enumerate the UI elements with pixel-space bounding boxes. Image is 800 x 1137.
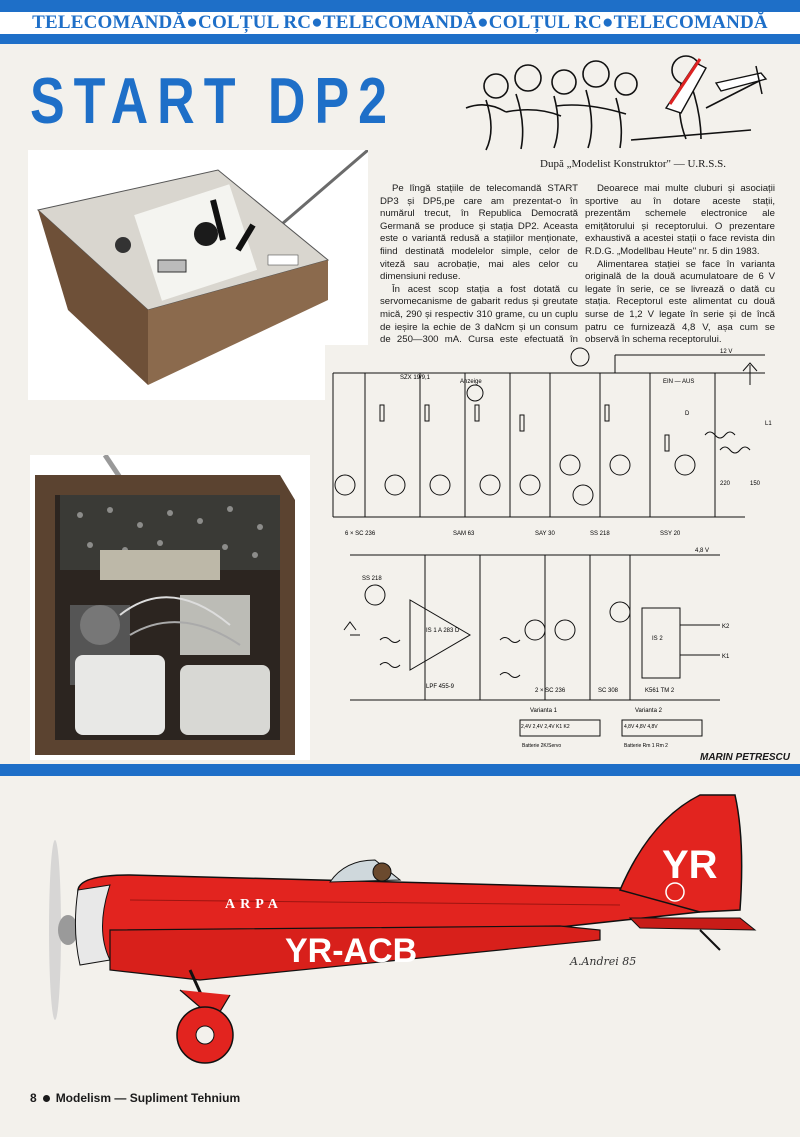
schematic-label: 4,8 V bbox=[695, 548, 710, 554]
wing-registration: YR-ACB bbox=[285, 932, 418, 970]
schematic-label: SS 218 bbox=[362, 576, 382, 582]
schematic-label: SSY 20 bbox=[660, 531, 681, 537]
page-number: 8 bbox=[30, 1091, 37, 1105]
schematic-label: Batterie Rm 1 Rm 2 bbox=[624, 743, 668, 749]
schematic-label: K2 bbox=[722, 624, 730, 630]
bullet-icon bbox=[43, 1095, 50, 1102]
receiver-interior-photo bbox=[30, 455, 310, 760]
tail-registration: YR bbox=[662, 843, 718, 887]
article-column-2 bbox=[585, 183, 775, 347]
article-column-1 bbox=[380, 183, 578, 372]
schematic-label: Batterie 2K/Servo bbox=[522, 743, 562, 749]
schematic-label: 220 bbox=[720, 481, 731, 487]
page-title: START DP2 bbox=[30, 65, 397, 138]
paragraph: Deoarece mai multe cluburi și asociații sportive au în dotare aceste stații, prezentăm schemele electronice ale emițătorului și receptorului. O prezentare exhaustivă a acestei stații o face revista din R.D.G. „Modellbau Heute" nr. 5 din 1983. bbox=[585, 183, 775, 257]
schematic-label: IS 2 bbox=[652, 636, 663, 642]
transmitter-photo bbox=[28, 150, 368, 400]
schematic-label: Varianta 2 bbox=[635, 708, 662, 714]
schematic-label: SS 218 bbox=[590, 531, 610, 537]
schematic-label: Varianta 1 bbox=[530, 708, 557, 714]
receiver-schematic bbox=[340, 540, 740, 752]
schematic-label: 6 × SC 236 bbox=[345, 531, 376, 537]
schematic-label: 2 × SC 236 bbox=[535, 688, 566, 694]
artist-signature: A.Andrei 85 bbox=[570, 955, 637, 968]
paragraph: Pe lîngă stațiile de telecomandă START DP3 și DP5,pe care am prezentat-o în numărul trecut, în Republica Democrată Germană se produce și stația DP2. Aceasta este o variantă redusă a stațiilor menționate, fiind destinată modelelor simple, celor de viteză sau acrobație, mai ales celor cu dimensiuni reduse. bbox=[380, 183, 578, 283]
page-footer bbox=[30, 1091, 240, 1105]
fuselage-text: ARPA bbox=[225, 897, 283, 912]
airplane-illustration bbox=[0, 780, 800, 1100]
schematic-label: SAY 30 bbox=[535, 531, 555, 537]
schematic-label: Anzeige bbox=[460, 379, 482, 385]
cartoon-illustration bbox=[456, 48, 770, 156]
paragraph: Alimentarea stației se face în varianta originală de la două acumulatoare de 6 V legate în serie, ce se livrează o dată cu stația. Receptorul este alimentat cu două surse de 1,2 V legate în serie și de încă patru ce furnizează 4,8 V, așa cum se observă în schema receptorului. bbox=[585, 258, 775, 346]
schematic-label: IS 1 A 283 D bbox=[426, 628, 460, 634]
transmitter-schematic bbox=[325, 345, 785, 540]
schematic-label: D bbox=[685, 411, 690, 417]
header-band-text: TELECOMANDĂ●COLȚUL RC●TELECOMANDĂ●COLȚUL RC●TELECOMANDĂ bbox=[0, 10, 800, 36]
schematic-label: SZX 19/9,1 bbox=[400, 375, 431, 381]
schematic-label: SAM 63 bbox=[453, 531, 475, 537]
schematic-label: 150 bbox=[750, 481, 761, 487]
schematic-label: 4,8V 4,8V 4,8V bbox=[624, 724, 658, 730]
schematic-label: 2,4V 2,4V 2,4V K1 K2 bbox=[521, 724, 570, 730]
schematic-label: K561 TM 2 bbox=[645, 688, 675, 694]
schematic-label: SC 308 bbox=[598, 688, 619, 694]
footer-text: Modelism — Supliment Tehnium bbox=[55, 1091, 241, 1105]
schematic-label: L1 bbox=[765, 421, 772, 427]
author-name: MARIN PETRESCU bbox=[700, 752, 791, 763]
paragraph: În acest scop stația a fost dotată cu servomecanisme de gabarit redus și greutate mică, 290 și respectiv 310 grame, cu un cuplu de ieșire la echie de 3 daNcm și un consum de 250—300 mA. Cursa este efectuată în bbox=[380, 283, 578, 346]
schematic-label: 12 V bbox=[720, 349, 733, 355]
schematic-label: K1 bbox=[722, 654, 730, 660]
cartoon-caption: După „Modelist Konstruktor" — U.R.S.S. bbox=[540, 158, 726, 170]
schematic-label: LPF 455-9 bbox=[426, 684, 455, 690]
divider-band bbox=[0, 764, 800, 776]
schematic-label: EIN — AUS bbox=[663, 379, 695, 385]
